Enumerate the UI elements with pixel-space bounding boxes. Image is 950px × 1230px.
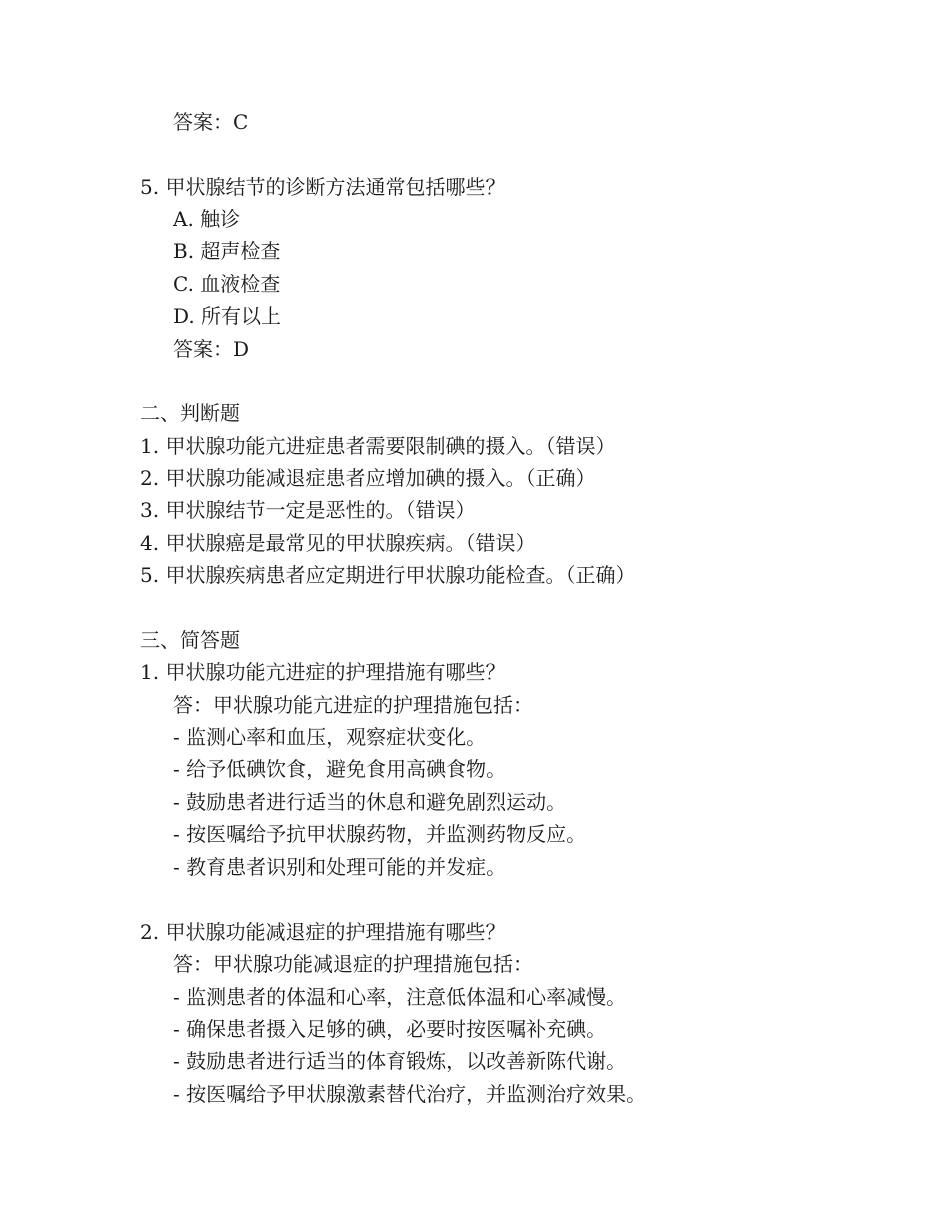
true-false-item-4: 4. 甲状腺癌是最常见的甲状腺疾病。（错误） (140, 531, 536, 555)
section-heading-true-false: 二、判断题 (140, 401, 240, 425)
option-d: D. 所有以上 (173, 304, 282, 328)
bullet-item: - 教育患者识别和处理可能的并发症。 (173, 855, 507, 879)
question-5: 5. 甲状腺结节的诊断方法通常包括哪些？ (140, 175, 506, 199)
short-answer-question-2: 2. 甲状腺功能减退症的护理措施有哪些？ (140, 920, 506, 944)
option-c: C. 血液检查 (173, 272, 281, 296)
section-heading-short-answer: 三、简答题 (140, 628, 240, 652)
option-b: B. 超声检查 (173, 239, 281, 263)
bullet-item: - 给予低碘饮食，避免食用高碘食物。 (173, 757, 507, 781)
bullet-item: - 按医嘱给予甲状腺激素替代治疗，并监测治疗效果。 (173, 1082, 647, 1106)
short-answer-question-1: 1. 甲状腺功能亢进症的护理措施有哪些？ (140, 660, 506, 684)
answer-line: 答案：D (173, 337, 250, 361)
bullet-item: - 监测患者的体温和心率，注意低体温和心率减慢。 (173, 985, 627, 1009)
bullet-item: - 鼓励患者进行适当的休息和避免剧烈运动。 (173, 790, 567, 814)
short-answer-intro: 答：甲状腺功能减退症的护理措施包括： (173, 952, 533, 976)
true-false-item-5: 5. 甲状腺疾病患者应定期进行甲状腺功能检查。（正确） (140, 563, 636, 587)
bullet-item: - 确保患者摄入足够的碘，必要时按医嘱补充碘。 (173, 1017, 607, 1041)
bullet-item: - 鼓励患者进行适当的体育锻炼，以改善新陈代谢。 (173, 1049, 627, 1073)
bullet-item: - 按医嘱给予抗甲状腺药物，并监测药物反应。 (173, 822, 587, 846)
short-answer-intro: 答：甲状腺功能亢进症的护理措施包括： (173, 693, 533, 717)
true-false-item-3: 3. 甲状腺结节一定是恶性的。（错误） (140, 498, 476, 522)
answer-line: 答案：C (173, 110, 249, 134)
bullet-item: - 监测心率和血压，观察症状变化。 (173, 725, 487, 749)
true-false-item-2: 2. 甲状腺功能减退症患者应增加碘的摄入。（正确） (140, 466, 596, 490)
option-a: A. 触诊 (173, 207, 241, 231)
true-false-item-1: 1. 甲状腺功能亢进症患者需要限制碘的摄入。（错误） (140, 434, 616, 458)
